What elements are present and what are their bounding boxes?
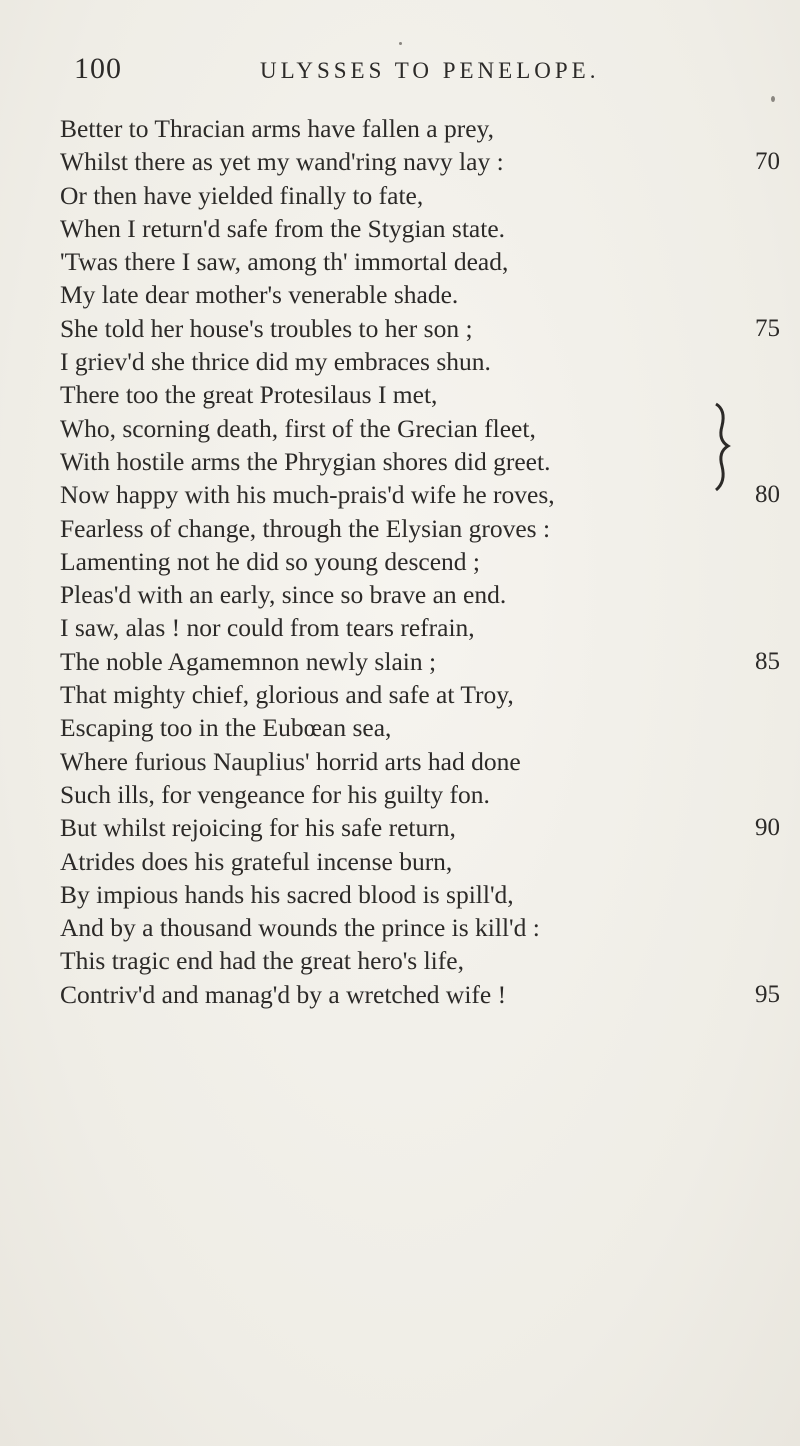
verse-line: [60, 878, 780, 911]
line-number: 95: [755, 980, 780, 1008]
line-number: 80: [755, 481, 780, 509]
poem-text: [60, 112, 780, 1011]
verse-line-text: Or then have yielded finally to fate,: [60, 180, 424, 210]
verse-line-text: Pleas'd with an early, since so brave an end.: [60, 580, 507, 610]
verse-line-text: But whilst rejoicing for his safe return,: [60, 813, 456, 843]
verse-line-text: That mighty chief, glorious and safe at Troy,: [60, 680, 514, 710]
verse-line: [60, 478, 780, 511]
verse-line-text: I saw, alas ! nor could from tears refrain,: [60, 613, 475, 643]
verse-line: [60, 811, 780, 844]
verse-line-text: Where furious Nauplius' horrid arts had done: [60, 746, 521, 776]
verse-line: [60, 312, 780, 345]
verse-line: [60, 978, 780, 1011]
verse-line-text: Fearless of change, through the Elysian groves :: [60, 513, 551, 543]
verse-line-text: Who, scorning death, first of the Grecian fleet,: [60, 413, 536, 443]
verse-line: [60, 578, 780, 611]
verse-line-text: This tragic end had the great hero's life,: [60, 946, 464, 976]
verse-line: [60, 412, 780, 445]
verse-line-text: She told her house's troubles to her son ;: [60, 313, 473, 343]
verse-line: [60, 179, 780, 212]
triplet-brace: [710, 396, 740, 496]
verse-line-text: There too the great Protesilaus I met,: [60, 380, 438, 410]
verse-line: [60, 245, 780, 278]
verse-line-text: And by a thousand wounds the prince is kill'd :: [60, 913, 540, 943]
verse-line: [60, 212, 780, 245]
verse-line: [60, 345, 780, 378]
print-speck: [771, 96, 775, 102]
verse-line-text: I griev'd she thrice did my embraces shun.: [60, 347, 491, 377]
verse-line-text: Such ills, for vengeance for his guilty fon.: [60, 779, 490, 809]
verse-line: [60, 745, 780, 778]
line-number: 70: [755, 148, 780, 176]
verse-line: [60, 112, 780, 145]
running-head: [74, 52, 734, 92]
verse-line-text: 'Twas there I saw, among th' immortal dead,: [60, 247, 509, 277]
verse-line: [60, 911, 780, 944]
verse-line: [60, 378, 780, 411]
verse-line: [60, 145, 780, 178]
verse-line: [60, 645, 780, 678]
verse-line: [60, 445, 780, 478]
verse-line: [60, 845, 780, 878]
line-number: 85: [755, 647, 780, 675]
verse-line-text: With hostile arms the Phrygian shores did greet.: [60, 446, 551, 476]
verse-line-text: The noble Agamemnon newly slain ;: [60, 646, 437, 676]
verse-line-text: Whilst there as yet my wand'ring navy lay :: [60, 147, 504, 177]
line-number: 75: [755, 314, 780, 342]
verse-line: [60, 711, 780, 744]
verse-line: [60, 678, 780, 711]
verse-line-text: Escaping too in the Eubœan sea,: [60, 713, 392, 743]
verse-line: [60, 778, 780, 811]
verse-line: [60, 611, 780, 644]
verse-line: [60, 944, 780, 977]
print-speck: [399, 42, 402, 45]
page-number: 100: [74, 52, 122, 85]
running-title: ULYSSES TO PENELOPE.: [260, 58, 600, 83]
verse-line-text: Now happy with his much-prais'd wife he roves,: [60, 480, 555, 510]
verse-line-text: Contriv'd and manag'd by a wretched wife !: [60, 979, 507, 1009]
verse-line-text: By impious hands his sacred blood is spill'd,: [60, 879, 514, 909]
verse-line-text: When I return'd safe from the Stygian state.: [60, 213, 506, 243]
verse-line: [60, 512, 780, 545]
verse-line-text: My late dear mother's venerable shade.: [60, 280, 459, 310]
verse-line: [60, 278, 780, 311]
line-number: 90: [755, 814, 780, 842]
verse-line-text: Atrides does his grateful incense burn,: [60, 846, 453, 876]
verse-line-text: Lamenting not he did so young descend ;: [60, 546, 480, 576]
verse-line-text: Better to Thracian arms have fallen a prey,: [60, 114, 495, 143]
verse-line: [60, 545, 780, 578]
